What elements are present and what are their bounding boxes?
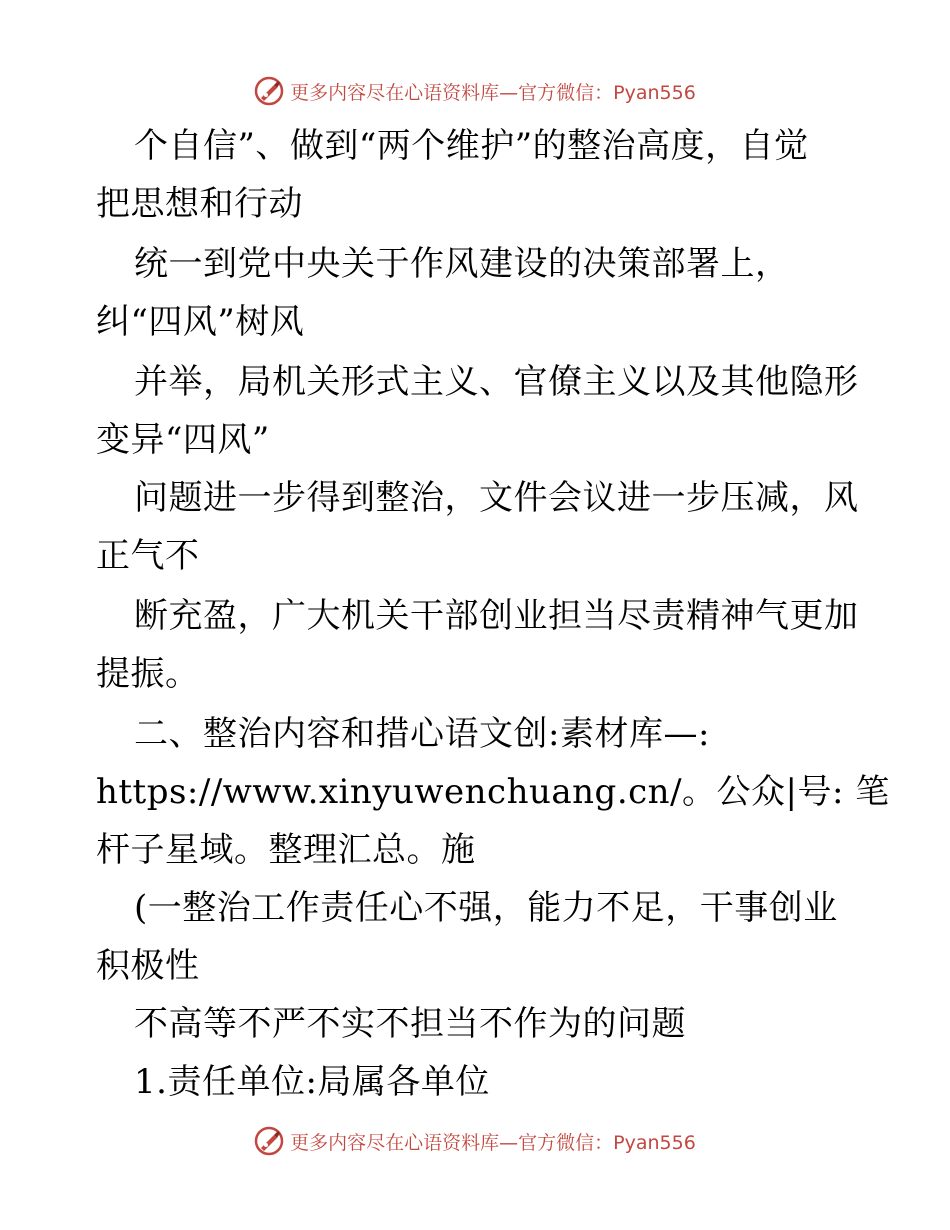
body-line: 提振。 <box>96 654 200 694</box>
body-line: 问题进一步得到整治，文件会议进一步压减，风 <box>134 478 859 518</box>
body-line: 统一到党中央关于作风建设的决策部署上， <box>134 244 790 284</box>
header-banner <box>0 71 950 111</box>
section-heading: 二、整治内容和措心语文创:素材库—: <box>134 714 710 754</box>
body-line: 不高等不严不实不担当不作为的问题 <box>134 1004 686 1044</box>
body-line: 杆子星域。整理汇总。施 <box>96 830 476 870</box>
body-line: 断充盈，广大机关干部创业担当尽责精神气更加 <box>134 596 859 636</box>
body-line: https://www.xinyuwenchuang.cn/。公众|号: 笔 <box>96 772 890 812</box>
body-line: 变异“四风” <box>96 420 270 460</box>
body-line: 纠“四风”树风 <box>96 302 305 342</box>
body-line: 并举，局机关形式主义、官僚主义以及其他隐形 <box>134 362 859 402</box>
body-line: (一整治工作责任心不强，能力不足，干事创业 <box>134 888 838 928</box>
body-line: 1.责任单位:局属各单位 <box>134 1062 490 1102</box>
footer-banner-text: 更多内容尽在心语资料库—官方微信：Pyan556 <box>290 1131 696 1154</box>
pen-logo-icon <box>254 76 284 106</box>
pen-logo-icon <box>254 1126 284 1156</box>
body-line: 积极性 <box>96 946 200 986</box>
body-line: 个自信”、做到“两个维护”的整治高度，自觉 <box>134 126 809 166</box>
body-line: 把思想和行动 <box>96 184 303 224</box>
footer-banner <box>0 1121 950 1161</box>
body-line: 正气不 <box>96 536 200 576</box>
header-banner-text: 更多内容尽在心语资料库—官方微信：Pyan556 <box>290 81 696 104</box>
